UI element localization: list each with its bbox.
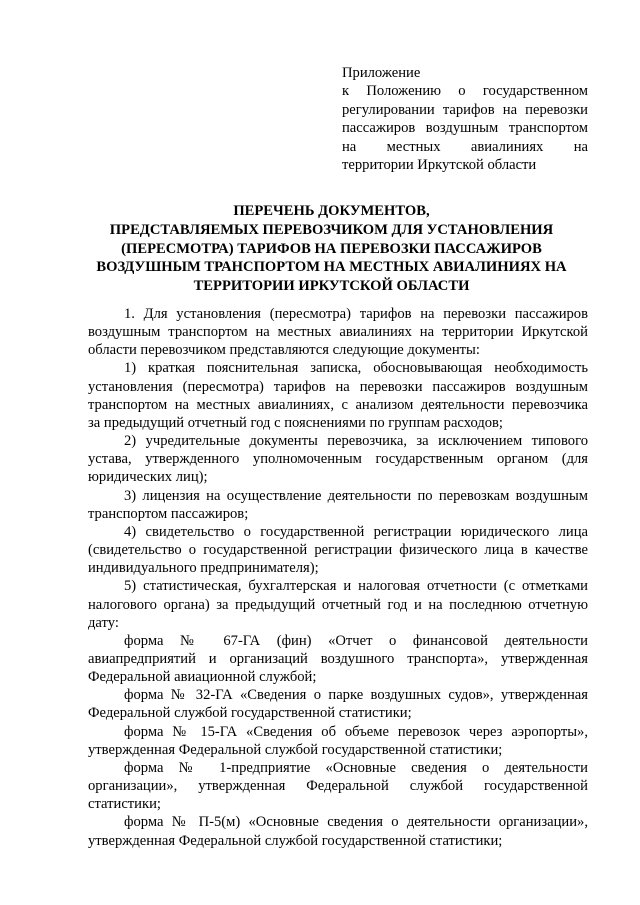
body-line: области перевозчиком представляются следующие документы: [88, 342, 480, 359]
body-line: статистики; [88, 796, 161, 813]
list-item-3 [88, 487, 588, 523]
body-line: транспортом на местных авиалиниях, с анализом деятельности перевозчика [88, 396, 588, 413]
paragraph-1 [88, 305, 588, 359]
body-line: воздушным транспортом на местных авиалиниях на территории Иркутской [88, 324, 588, 341]
body-line: утвержденная Федеральной службой государственной статистики; [88, 832, 503, 849]
body-line: 2) учредительные документы перевозчика, за исключением типового [124, 433, 588, 450]
body-line: индивидуального предпринимателя); [88, 560, 319, 577]
form-32-ga [88, 686, 588, 722]
title-line: ПЕРЕЧЕНЬ ДОКУМЕНТОВ, [233, 203, 430, 219]
document-body [88, 305, 588, 850]
body-line: форма № 15-ГА «Сведения об объеме перевозок через аэропорты», [124, 723, 588, 740]
body-line: форма № 67-ГА (фин) «Отчет о финансовой деятельности [124, 632, 588, 649]
body-line: форма № 1-предприятие «Основные сведения о деятельности [124, 759, 588, 776]
body-line: налогового органа) за предыдущий отчетный год и на последнюю отчетную [88, 596, 588, 613]
form-1-predpriyatie [88, 759, 588, 813]
body-line: за предыдущий отчетный год с пояснениями по группам расходов; [88, 414, 503, 431]
appendix-line: территории Иркутской области [342, 157, 537, 174]
appendix-line: Приложение [342, 65, 421, 81]
body-line: юридических лиц); [88, 469, 208, 486]
body-line: 4) свидетельство о государственной регистрации юридического лица [124, 523, 588, 540]
document-title [80, 202, 583, 296]
body-line: 3) лицензия на осуществление деятельности по перевозкам воздушным [124, 487, 588, 504]
body-line: 1) краткая пояснительная записка, обосновывающая необходимость [124, 360, 588, 377]
form-15-ga [88, 723, 588, 759]
appendix-line: на местных авиалиниях на [342, 138, 588, 155]
list-item-5 [88, 577, 588, 631]
body-line: утвержденная Федеральной службой государственной статистики; [88, 741, 503, 758]
body-line: устава, утвержденного уполномоченным государственным органом (для [88, 451, 588, 468]
body-line: установления (пересмотра) тарифов на перевозки пассажиров воздушным [88, 378, 588, 395]
body-line: 5) статистическая, бухгалтерская и налоговая отчетности (с отметками [124, 578, 588, 595]
title-line: ТЕРРИТОРИИ ИРКУТСКОЙ ОБЛАСТИ [193, 278, 470, 295]
body-line: форма № П-5(м) «Основные сведения о деятельности организации», [124, 814, 588, 831]
appendix-line: пассажиров воздушным транспортом [342, 120, 588, 137]
list-item-1 [88, 359, 588, 432]
appendix-line: регулировании тарифов на перевозки [342, 101, 588, 118]
body-line: 1. Для установления (пересмотра) тарифов на перевозки пассажиров [124, 306, 588, 322]
body-line: дату: [88, 614, 119, 631]
form-p-5-m [88, 813, 588, 849]
title-line: (ПЕРЕСМОТРА) ТАРИФОВ НА ПЕРЕВОЗКИ ПАССАЖИРОВ [121, 240, 542, 257]
body-line: авиапредприятий и организаций воздушного транспорта», утвержденная [88, 650, 588, 667]
body-line: Федеральной авиационной службой; [88, 669, 317, 686]
list-item-4 [88, 523, 588, 577]
body-line: организации», утвержденная Федеральной службой государственной [88, 778, 588, 795]
form-67-ga [88, 632, 588, 686]
appendix-line: к Положению о государственном [342, 83, 588, 100]
list-item-2 [88, 432, 588, 486]
body-line: форма № 32-ГА «Сведения о парке воздушных судов», утвержденная [124, 687, 588, 704]
appendix-block [342, 64, 588, 174]
title-line: ВОЗДУШНЫМ ТРАНСПОРТОМ НА МЕСТНЫХ АВИАЛИНИЯХ НА [96, 259, 567, 276]
body-line: транспортом пассажиров; [88, 505, 249, 522]
body-line: Федеральной службой государственной статистики; [88, 705, 412, 722]
title-line: ПРЕДСТАВЛЯЕМЫХ ПЕРЕВОЗЧИКОМ ДЛЯ УСТАНОВЛЕНИЯ [109, 221, 554, 238]
body-line: (свидетельство о государственной регистрации физического лица в качестве [88, 542, 588, 559]
